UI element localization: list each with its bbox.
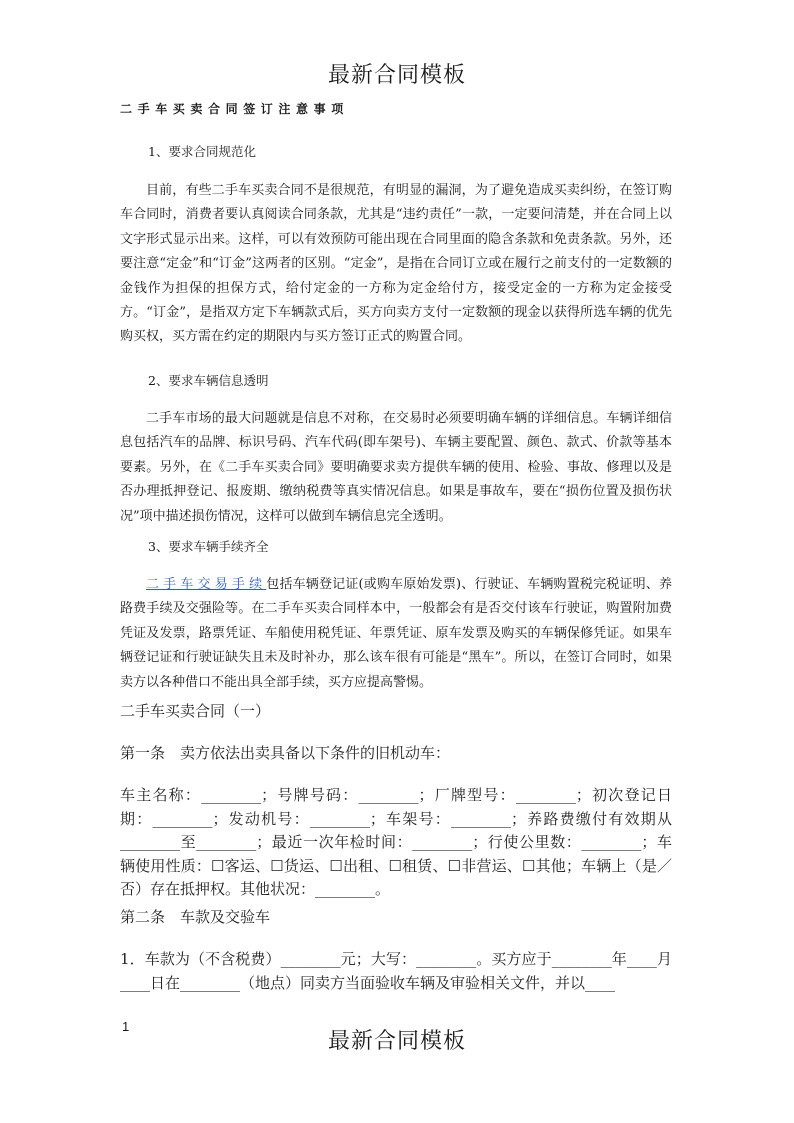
section-3-heading: 3、要求车辆手续齐全 bbox=[148, 539, 269, 554]
section-2-text: 二手车市场的最大问题就是信息不对称，在交易时必须要明确车辆的详细信息。车辆详细信息包括汽车的品牌、标识号码、汽车代码(即车架号)、车辆主要配置、颜色、款式、价款等基本要素。另外，在《二手车买卖合同》要明确要求卖方提供车辆的使用、检验、事故、修理以及是否办理抵押登记、报废期、缴纳税费等真实情况信息。如果是事故车，要在“损伤位置及损伤状况”项中描述损伤情况，这样可以做到车辆信息完全透明。 bbox=[120, 411, 672, 524]
section-2-body bbox=[120, 407, 672, 529]
article-1-title: 第一条 卖方依法出卖具备以下条件的旧机动车： bbox=[120, 744, 451, 762]
article-1-text: 车主名称：________；号牌号码：________；厂牌型号：________；初次登记日期：________；发动机号：________；车架号：________；养路费缴付有效期从________至________；最近一次年检时间：________；行使公里数：________；车辆使用性质：☐客运、☐货运、☐出租、☐租赁、☐非营运、☐其他；车辆上（是／否）存在抵押权。其他状况：________。 bbox=[120, 786, 672, 899]
page-number: 1 bbox=[122, 1019, 130, 1034]
section-3-text: 包括车辆登记证(或购车原始发票)、行驶证、车辆购置税完税证明、养路费手续及交强险等。在二手车买卖合同样本中，一般都会有是否交付该车行驶证，购置附加费凭证及发票，路票凭证、车船使用税凭证、年票凭证、原车发票及购买的车辆保修凭证。如果车辆登记证和行驶证缺失且未及时补办，那么该车很有可能是“黑车”。所以，在签订合同时，如果卖方以各种借口不能出具全部手续，买方应提高警惕。 bbox=[120, 577, 672, 690]
notice-title: 二手车买卖合同签订注意事项 bbox=[120, 102, 349, 116]
article-1-body bbox=[120, 784, 672, 902]
section-1-body bbox=[120, 179, 672, 350]
section-1-text: 目前，有些二手车买卖合同不是很规范，有明显的漏洞，为了避免造成买卖纠纷，在签订购车合同时，消费者要认真阅读合同条款，尤其是“违约责任”一款，一定要问清楚，并在合同上以文字形式显示出来。这样，可以有效预防可能出现在合同里面的隐含条款和免责条款。另外，还要注意“定金”和“订金”这两者的区别。“定金”，是指在合同订立或在履行之前支付的一定数额的金钱作为担保的担保方式，给付定金的一方称为定金给付方，接受定金的一方称为定金接受方。“订金”，是指双方定下车辆款式后，买方向卖方支付一定数额的现金以获得所选车辆的优先购买权，买方需在约定的期限内与买方签订正式的购置合同。 bbox=[120, 183, 672, 345]
section-1-heading: 1、要求合同规范化 bbox=[148, 144, 256, 159]
page-footer-title: 最新合同模板 bbox=[327, 1029, 466, 1054]
contract-title: 二手车买卖合同（一） bbox=[120, 702, 271, 720]
used-car-procedures-link[interactable]: 二手车交易手续 bbox=[146, 577, 267, 592]
section-3-paragraph bbox=[120, 573, 672, 695]
article-2-title: 第二条 车款及交验车 bbox=[120, 908, 271, 926]
page-header-title: 最新合同模板 bbox=[327, 63, 466, 88]
article-2-body bbox=[120, 948, 672, 995]
section-3-body bbox=[120, 573, 672, 695]
section-2-heading: 2、要求车辆信息透明 bbox=[148, 373, 269, 388]
article-2-text: 1．车款为（不含税费）________元；大写：________。买方应于________年____月____日在________（地点）同卖方当面验收车辆及审验相关文件，并以____ bbox=[120, 950, 672, 992]
